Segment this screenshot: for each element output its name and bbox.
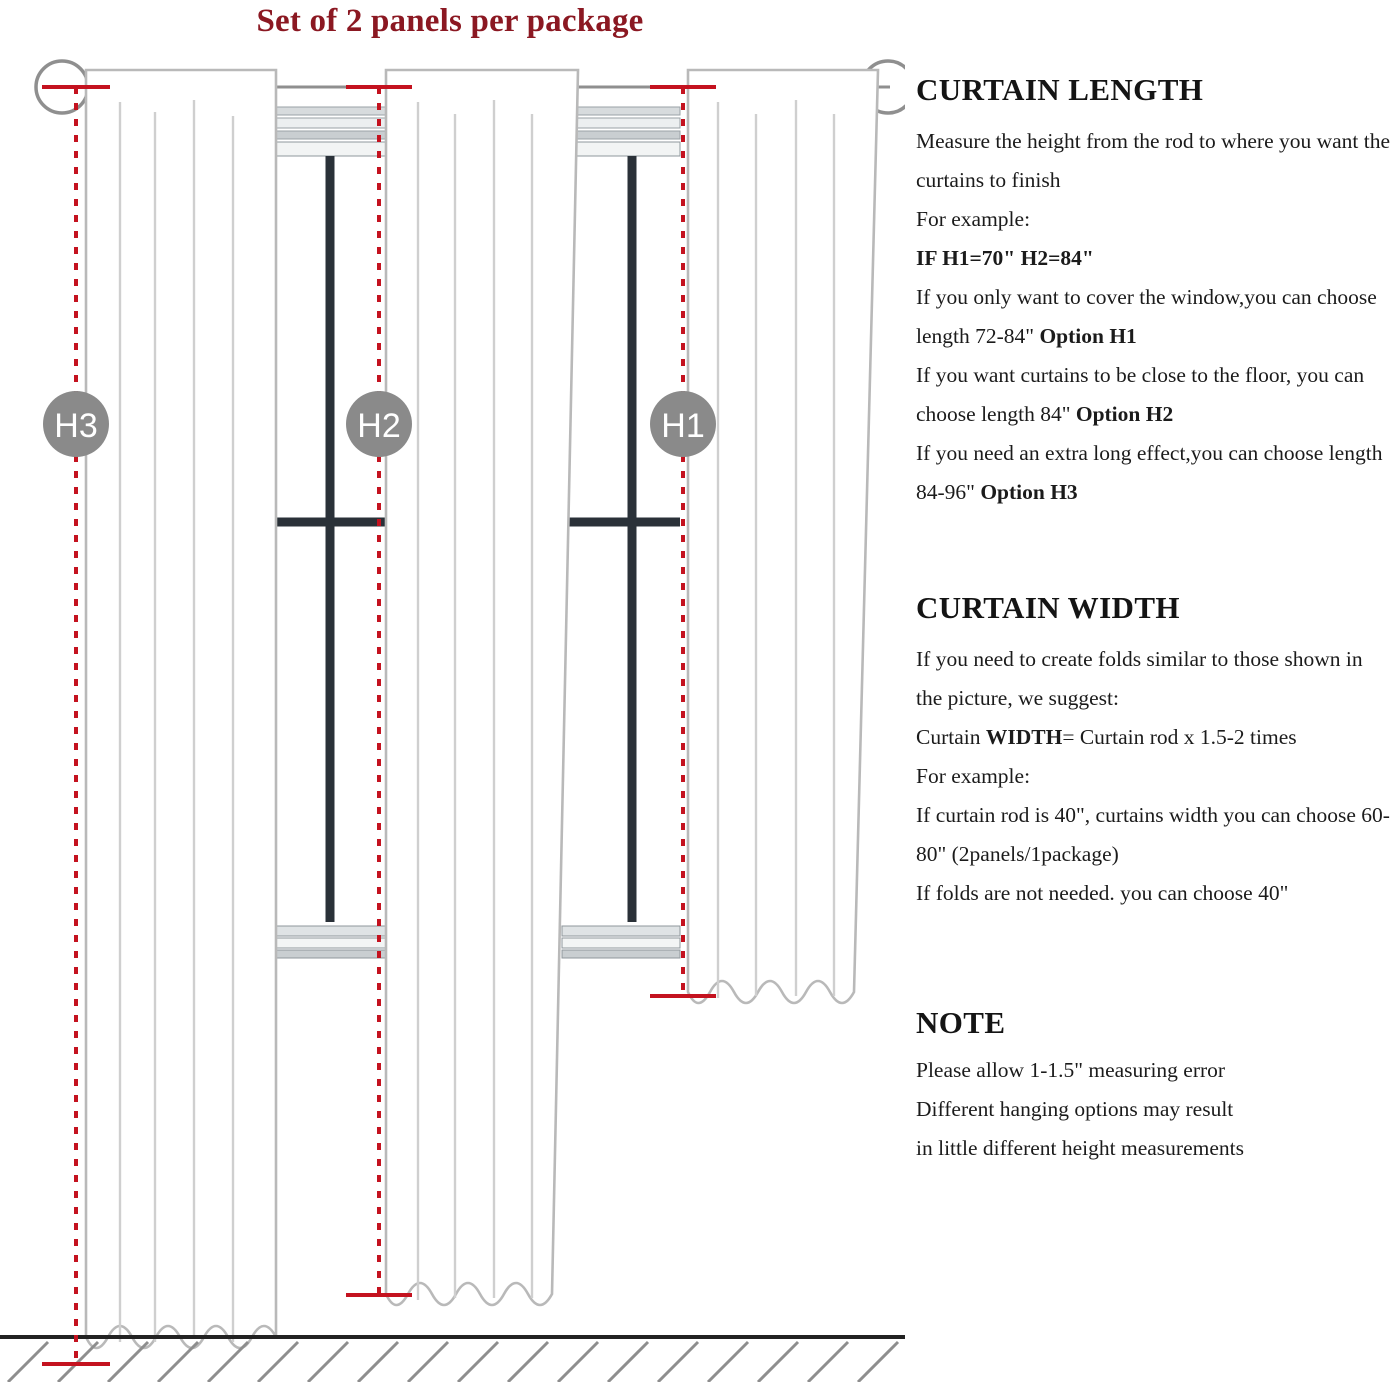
length-line-1: Measure the height from the rod to where you want the curtains to finish xyxy=(916,129,1391,192)
option-h2-label: Option H2 xyxy=(1075,402,1174,426)
floor-hatching xyxy=(8,1342,898,1382)
length-line-3: IF H1=70" H2=84" xyxy=(916,246,1094,270)
option-h1-label: Option H1 xyxy=(1039,324,1137,348)
curtain-width-body xyxy=(916,640,1394,913)
length-line-5-text: If you want curtains to be close to the floor, you can choose length 84" xyxy=(916,363,1365,426)
curtain-panel-middle-left xyxy=(386,70,578,1305)
width-line-3: For example: xyxy=(916,764,1031,788)
guide-text-column xyxy=(916,72,1394,1382)
section-curtain-width xyxy=(916,590,1394,913)
curtain-panel-right xyxy=(688,70,878,1003)
page-title: Set of 2 panels per package xyxy=(256,3,644,39)
note-body xyxy=(916,1051,1394,1168)
option-h3-label: Option H3 xyxy=(980,480,1078,504)
curtain-length-body xyxy=(916,122,1394,512)
width-keyword: WIDTH xyxy=(985,725,1063,749)
curtain-length-title: CURTAIN LENGTH xyxy=(916,72,1204,107)
width-line-5: If folds are not needed. you can choose 40" xyxy=(916,881,1289,905)
length-line-4-text: If you only want to cover the window,you can choose length 72-84" xyxy=(916,285,1377,348)
length-option-h1-line xyxy=(916,278,1394,356)
curtain-diagram xyxy=(0,42,905,1382)
length-option-h2-line xyxy=(916,356,1394,434)
measure-label-h3: H3 xyxy=(54,407,98,445)
note-line-3: in little different height measurements xyxy=(916,1136,1244,1160)
curtain-panel-left xyxy=(86,70,276,1348)
width-formula-line xyxy=(916,718,1394,757)
length-line-2: For example: xyxy=(916,207,1031,231)
section-note xyxy=(916,1005,1394,1168)
length-example-values xyxy=(916,239,1394,278)
measure-label-h2: H2 xyxy=(357,407,401,445)
width-formula-suffix: = Curtain rod x 1.5-2 times xyxy=(1062,725,1297,749)
width-line-4: If curtain rod is 40", curtains width you can choose 60-80" (2panels/1package) xyxy=(916,803,1390,866)
measure-label-h1: H1 xyxy=(661,407,705,445)
note-line-2: Different hanging options may result xyxy=(916,1097,1234,1121)
width-formula-prefix: Curtain xyxy=(916,725,986,749)
note-title: NOTE xyxy=(916,1005,1006,1040)
width-line-1: If you need to create folds similar to those shown in the picture, we suggest: xyxy=(916,647,1363,710)
curtain-width-title: CURTAIN WIDTH xyxy=(916,590,1180,625)
note-line-1: Please allow 1-1.5" measuring error xyxy=(916,1058,1226,1082)
section-curtain-length xyxy=(916,72,1394,512)
length-line-6-text: If you need an extra long effect,you can choose length 84-96" xyxy=(916,441,1383,504)
length-option-h3-line xyxy=(916,434,1394,512)
